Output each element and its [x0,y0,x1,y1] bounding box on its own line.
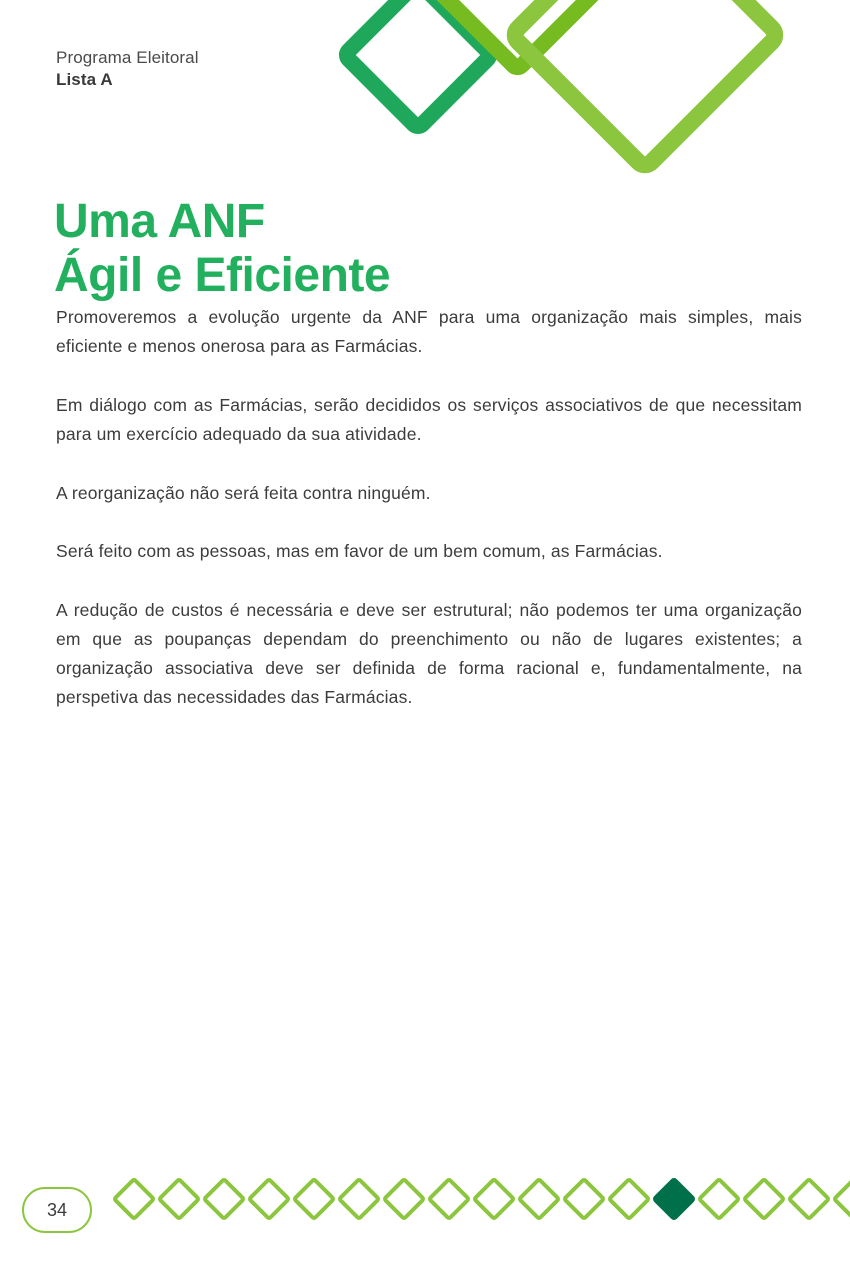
footer-diamond-icon [561,1176,606,1221]
footer-diamond-icon [156,1176,201,1221]
diamond-outline-green-icon [333,0,503,140]
footer-diamond-icon [336,1176,381,1221]
footer-diamond-icon [381,1176,426,1221]
footer-diamond-icon [426,1176,471,1221]
footer-diamond-icon [111,1176,156,1221]
header-program-label: Programa Eleitoral [56,48,199,67]
body-content [56,303,802,712]
footer-diamond-icon [516,1176,561,1221]
body-paragraph: A redução de custos é necessária e deve ser estrutural; não podemos ter uma organização em que as poupanças dependam do preenchimento ou não de lugares existentes; a organização associativa deve ser definida de forma racional e, fundamentalmente, na perspetiva das necessidades das Farmácias. [56,600,802,707]
footer-diamond-icon [831,1176,850,1221]
page-number-badge: 34 [22,1187,92,1233]
footer-diamond-icon [471,1176,516,1221]
footer-diamond-icon [606,1176,651,1221]
page-title-line1: Uma ANF [54,195,265,249]
body-paragraph: Será feito com as pessoas, mas em favor de um bem comum, as Farmácias. [56,541,663,562]
body-paragraph: Em diálogo com as Farmácias, serão decididos os serviços associativos de que necessitam para um exercício adequado da sua atividade. [56,394,802,444]
document-footer [0,1165,850,1275]
footer-diamond-strip [118,1183,850,1215]
footer-diamond-icon [246,1176,291,1221]
decorative-diamonds-top [330,0,850,250]
diamond-outline-lightgreen-small-icon [422,0,613,81]
page-title [54,195,390,303]
footer-diamond-icon [696,1176,741,1221]
footer-diamond-icon [741,1176,786,1221]
footer-diamond-icon [201,1176,246,1221]
document-header [56,47,199,92]
footer-diamond-icon [786,1176,831,1221]
footer-diamond-icon [291,1176,336,1221]
body-paragraph: Promoveremos a evolução urgente da ANF para uma organização mais simples, mais eficiente e menos onerosa para as Farmácias. [56,307,802,356]
page-title-line2: Ágil e Eficiente [54,248,391,302]
body-paragraph: A reorganização não será feita contra ninguém. [56,482,431,503]
header-list-label: Lista A [56,70,113,90]
footer-diamond-filled-icon [651,1176,696,1221]
diamond-outline-lightgreen-large-icon [499,0,790,181]
